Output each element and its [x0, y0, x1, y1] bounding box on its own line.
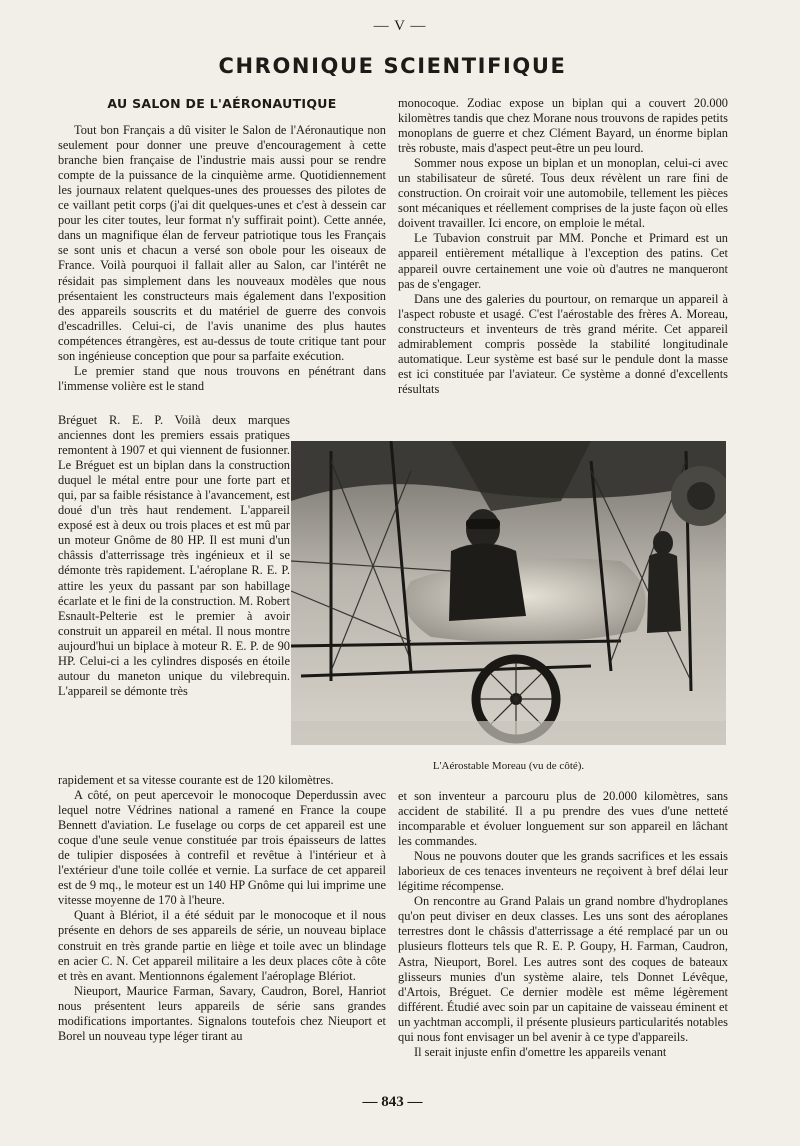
- paragraph: Bréguet R. E. P. Voilà deux marques anciennes dont les premiers essais pratiques remontent à 1907 et qui viennent de fusionner. Le Bréguet est un biplan dans la construction duquel le métal entre pour une forte part et qui, par sa faible résistance à l'avancement, est doué d'un très haut rendement. L'appareil exposé est à deux ou trois places et est mû par un moteur Gnôme de 80 HP. Il est muni d'un châssis d'atterrissage très ingénieux et il se démonte très rapidement. L'aéroplane R. E. P. attire les yeux du passant par son habillage écarlate et le fini de la construction. M. Robert Esnault-Pelterie est le premier à avoir construit un appareil en métal. Il nous montre aujourd'hui un biplace à moteur R. E. P. de 90 HP. Celui-ci a les cylindres disposés en étoile autour du maneton unique du vilebrequin. L'appareil se démonte très: [58, 413, 290, 698]
- paragraph: Sommer nous expose un biplan et un monoplan, celui-ci avec un stabilisateur de sûreté. Tous deux révèlent un rare fini de construction. On croirait voir une automobile, tellement les pièces sont mécaniques et réellement comprises de la juste façon où elles doivent travailler. Ici encore, on emploie le métal.: [398, 156, 728, 231]
- paragraph: Dans une des galeries du pourtour, on remarque un appareil à l'aspect robuste et usagé. C'est l'aérostable des frères A. Moreau, constructeurs et inventeurs de très grand mérite. Cet appareil admirablement compris possède la stabilité longitudinale automatique. Leur système est basé sur le pendule dont la masse est ici constituée par l'aviateur. Ce système a donné d'excellents résultats: [398, 291, 728, 396]
- paragraph: et son inventeur a parcouru plus de 20.000 kilomètres, sans accident de stabilité. Il a pu prendre des vues d'une netteté incomparable et évoluer longuement sur son appareil en lâchant les commandes.: [398, 789, 728, 849]
- paragraph: Nous ne pouvons douter que les grands sacrifices et les essais laborieux de ces tenaces inventeurs ne reçoivent à bref délai leur légitime récompense.: [398, 849, 728, 894]
- aerostable-photo: [291, 441, 726, 745]
- paragraph: Tout bon Français a dû visiter le Salon de l'Aéronautique non seulement pour donner une preuve d'encouragement à cette branche bien française de l'industrie mais aussi pour se rendre compte de la puissance de la cinquième arme. Quotidiennement les journaux relatent quelques-unes des prouesses des pilotes de ce vaillant petit corps (j'ai dit quelques-unes et c'est à dessein car pour les citer toutes, leur format n'y suffirait point). Cette année, dans un magnifique élan de ferveur patriotique tous les Français se sont unis et chacun a versé son obole pour les oiseaux de France. Voilà pourquoi il fallait aller au Salon, car l'intérêt ne résidait pas simplement dans les nouveaux modèles que nous présentaient les constructeurs mais également dans l'exposition des appareils souscrits et du matériel de guerre des convois d'escadrilles. Celui-ci, de l'avis unanime des plus hautes compétences étrangères, est au-dessus de toute critique tant pour son ingénieuse conception que pour sa parfaite exécution.: [58, 123, 386, 363]
- paragraph: Nieuport, Maurice Farman, Savary, Caudron, Borel, Hanriot nous présentent leurs appareils de série sans grandes modifications importantes. Signalons toutefois chez Nieuport et Borel un nouveau type léger tirant au: [58, 983, 386, 1043]
- page-number: — 843 —: [362, 1094, 423, 1110]
- page-title: CHRONIQUE SCIENTIFIQUE: [218, 54, 567, 78]
- aerostable-photo-illustration: [291, 441, 726, 745]
- roman-page-number: — V —: [373, 18, 427, 34]
- left-column-bottom: [58, 773, 386, 1044]
- left-wrap-text: [58, 413, 290, 699]
- paragraph: monocoque. Zodiac expose un biplan qui a couvert 20.000 kilomètres tandis que chez Morane nous trouvons de rapides petits monoplans de guerre et chez Clément Bayard, un énorme biplan très robuste, mais d'aspect peut-être un peu lourd.: [398, 96, 728, 156]
- right-column-bottom: [398, 789, 728, 1060]
- paragraph: Il serait injuste enfin d'omettre les appareils venant: [414, 1044, 667, 1059]
- paragraph: rapidement et sa vitesse courante est de 120 kilomètres.: [58, 773, 334, 787]
- paragraph: Le Tubavion construit par MM. Ponche et Primard est un appareil entièrement métallique à l'exception des patins. Cet appareil ouvre certainement une voie où d'autres ne manqueront pas de s'engager.: [398, 231, 728, 291]
- paragraph: A côté, on peut apercevoir le monocoque Deperdussin avec lequel notre Védrines national a ramené en France la coupe Bennett d'aviation. Le fuselage ou corps de cet appareil est une coque d'une seule venue constituée par trois épaisseurs de lattes de tulipier disposées à contrefil et revêtue à l'intérieur et à l'extérieur d'une toile collée et vernie. La surface de cet appareil est de 9 mq., le moteur est un 140 HP Gnôme qui lui imprime une vitesse moyenne de 170 à l'heure.: [58, 788, 386, 908]
- paragraph: Quant à Blériot, il a été séduit par le monocoque et il nous présente en dehors de ses appareils de série, un nouveau biplace construit en très grande partie en liège et toile avec un blindage en acier C. N. Cet appareil militaire a les deux places côte à côte et très en avant. Mentionnons également l'aéroplage Blériot.: [58, 908, 386, 983]
- paragraph: On rencontre au Grand Palais un grand nombre d'hydroplanes qu'on peut diviser en deux classes. Les uns sont des aéroplanes terrestres dont le châssis d'atterrissage a été remplacé par un ou plusieurs flotteurs tels que R. E. P. Goupy, H. Farman, Caudron, Astra, Nieuport, Borel. Les autres sont des coques de bateaux glisseurs munies d'un système alaire, tels Donnet Lévêque, d'Artois, Bréguet. Ce dernier modèle est même légèrement différent. Étudié avec soin par un capitaine de vaisseau éminent et un yachtman accompli, il présente plusieurs particularités notables qui nous font envisager un bel avenir à ce type d'appareils.: [398, 894, 728, 1044]
- article-heading: AU SALON DE L'AÉRONAUTIQUE: [107, 96, 337, 111]
- right-column: [398, 96, 728, 397]
- photo-caption: L'Aérostable Moreau (vu de côté).: [432, 760, 585, 772]
- left-column: [58, 96, 386, 394]
- paragraph: Le premier stand que nous trouvons en pénétrant dans l'immense volière est le stand: [58, 363, 386, 393]
